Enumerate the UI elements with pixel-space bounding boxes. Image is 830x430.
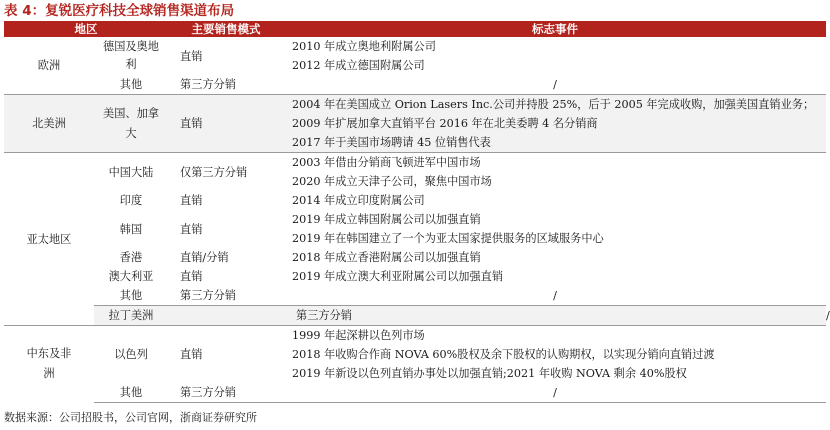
country-cell: 其他 [94,383,168,403]
mode-cell: 第三方分销 [284,306,826,326]
event-cell: 2018 年收购合作商 NOVA 60%股权及余下股权的认购期权，以实现分销向直销过渡 [284,345,826,364]
mode-cell: 直销 [168,210,284,248]
country-cell: 德国及奥地利 [94,37,168,75]
event-cell: 2004 年在美国成立 Orion Lasers Inc.公司并持股 25%，后于 2005 年完成收购，加强美国直销业务；2009 年扩展加拿大直销平台 2016 年在北美委聘 4 名分销商 [284,95,826,134]
table-row [4,153,826,173]
mode-cell: 直销 [168,326,284,384]
table-row [4,75,826,95]
mode-cell: 第三方分销 [168,383,284,403]
table-row [4,95,826,134]
table-row [4,286,826,306]
event-cell: 2018 年成立香港附属公司以加强直销 [284,248,826,267]
header-region: 地区 [4,21,168,37]
mode-cell: 直销 [168,95,284,153]
table-row [4,191,826,210]
event-cell: 2020 年成立天津子公司，聚焦中国市场 [284,172,826,191]
mode-cell: 直销 [168,191,284,210]
country-cell: 美国、加拿大 [94,95,168,153]
mode-cell: 仅第三方分销 [168,153,284,192]
event-cell: / [284,383,826,403]
region-cell: 拉丁美洲 [94,306,168,326]
event-cell: 2019 年成立韩国附属公司以加强直销 [284,210,826,229]
event-cell: 2010 年成立奥地利附属公司 [284,37,826,56]
event-cell: 2014 年成立印度附属公司 [284,191,826,210]
event-cell: / [284,75,826,95]
mode-cell: 直销 [168,267,284,286]
country-cell: 其他 [94,286,168,306]
mode-cell: 第三方分销 [168,286,284,306]
event-cell: 2019 年在韩国建立了一个为亚太国家提供服务的区域服务中心 [284,229,826,248]
sales-channel-table [4,21,830,403]
region-cell: 亚太地区 [4,153,94,326]
country-cell: 以色列 [94,326,168,384]
table-row [4,37,826,56]
header-mode: 主要销售模式 [168,21,284,37]
mode-cell: 第三方分销 [168,75,284,95]
event-cell: 2017 年于美国市场聘请 45 位销售代表 [284,133,826,153]
table-row [4,383,826,403]
country-cell: 韩国 [94,210,168,248]
table-row [4,248,826,267]
region-cell: 欧洲 [4,37,94,95]
source-note: 数据来源：公司招股书，公司官网，浙商证券研究所 [4,411,257,424]
country-cell: 澳大利亚 [94,267,168,286]
table-row: 拉丁美洲 第三方分销 / [4,306,826,326]
region-cell: 中东及非洲 [4,326,94,403]
table-title: 表 4：复锐医疗科技全球销售渠道布局 [4,3,235,19]
header-events: 标志事件 [284,21,826,37]
table-row [4,210,826,229]
country-cell: 其他 [94,75,168,95]
country-cell: 印度 [94,191,168,210]
table-row [4,267,826,286]
mode-cell: 直销 [168,37,284,75]
event-cell: 1999 年起深耕以色列市场 [284,326,826,346]
event-cell: 2019 年成立澳大利亚附属公司以加强直销 [284,267,826,286]
table-header-row [4,21,826,37]
region-cell: 北美洲 [4,95,94,153]
event-cell: 2003 年借由分销商飞顿进军中国市场 [284,153,826,173]
event-cell: 2019 年新设以色列直销办事处以加强直销;2021 年收购 NOVA 剩余 40%股权 [284,364,826,383]
country-cell: 中国大陆 [94,153,168,192]
table-row [4,326,826,346]
mode-cell: 直销/分销 [168,248,284,267]
country-cell [168,306,284,326]
country-cell: 香港 [94,248,168,267]
event-cell: 2012 年成立德国附属公司 [284,56,826,75]
event-cell: / [284,286,826,306]
